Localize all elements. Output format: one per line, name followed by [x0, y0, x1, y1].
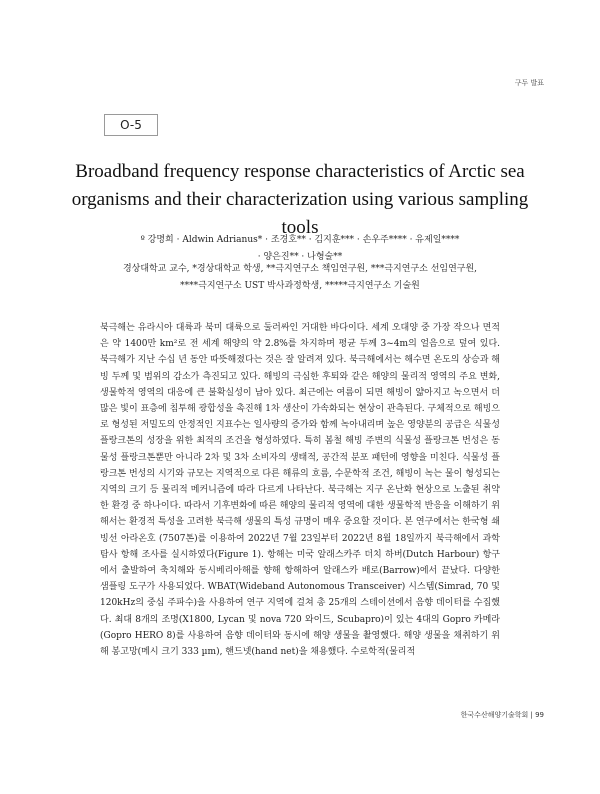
page-footer: 한국수산해양기술학회 | 99 [460, 711, 544, 719]
session-id-box: O-5 [104, 114, 158, 136]
section-label: 구두 발표 [514, 79, 544, 87]
abstract-paragraph: 북극해는 유라시아 대륙과 북미 대륙으로 둘러싸인 거대한 바다이다. 세계 오대양 중 가장 작으나 면적은 약 1400만 km²로 전 세계 해양의 약 2.8%를 차지하며 평균 두께 3~4m의 얼음으로 덮여 있다. 북극해가 지난 수십 년 동안 따뜻해졌다는 것은 잘 알려져 있다. 북극해에서는 해수면 온도의 상승과 해빙 두께 및 범위의 감소가 측진되고 있다. 해빙의 극심한 후퇴와 같은 해양의 물리적 영역의 주요 변화, 생물학적 영역의 대응에 큰 불확실성이 남아 있다. 최근에는 여름이 되면 해빙이 얇아지고 녹으면서 더 많은 빛이 표층에 침투해 광합성을 촉진해 1차 생산이 가속화되는 현상이 관측된다. 구체적으로 해빙으로 형성된 저밀도의 안정적인 지표수는 일사량의 증가와 함께 녹아내리며 높은 영양분의 공급은 식물성 플랑크톤의 성장을 위한 최적의 조건을 형성하였다. 특히 봄철 해빙 주변의 식물성 플랑크톤 번성은 동물성 플랑크톤뿐만 아니라 2차 및 3차 소비자의 생태적, 공간적 분포 패턴에 영향을 미친다. 식물성 플랑크톤 번성의 시기와 규모는 지역적으로 다른 해류의 흐름, 수문학적 조건, 해빙이 녹는 물이 형성되는 지역의 크기 등 물리적 메커니즘에 따라 다르게 나타난다. 북극해는 지구 온난화 현상으로 노출된 취약한 환경 중 하나이다. 따라서 기후변화에 따른 해양의 물리적 영역에 대한 생물학적 반응을 이해하기 위해서는 환경적 특성을 고려한 북극해 생물의 특성 규명이 매우 중요할 것이다. 본 연구에서는 한국형 쇄빙선 아라온호 (7507톤)를 이용하여 2022년 7월 23일부터 2022년 8월 18일까지 북극해에서 과학 탐사 항해 조사를 실시하였다(Figure 1). 항해는 미국 알래스카주 더치 하버(Dutch Harbour) 항구에서 출발하여 축치해와 동시베리아해를 향해 항해하여 알래스카 배로(Barrow)에서 끝났다. 다양한 샘플링 도구가 사용되었다. WBAT(Wideband Autonomous Transceiver) 시스템(Simrad, 70 및 120kHz의 중심 주파수)을 사용하여 연구 지역에 걸쳐 총 25개의 스테이션에서 음향 데이터를 수집했다. 최대 8개의 조명(X1800, Lycan 및 nova 720 와이드, Scubapro)이 있는 4대의 Gopro 카메라(Gopro HERO 8)를 사용하여 음향 데이터와 동시에 해양 생물을 촬영했다. 해양 생물을 채취하기 위해 봉고망(메시 크기 333 µm), 핸드넷(hand net)을 채용했다. 수로학적(물리적 [100, 323, 500, 658]
affiliation-line-2: ****극지연구소 UST 박사과정학생, *****극지연구소 기술원 [180, 281, 420, 291]
affiliation-line-1: 경상대학교 교수, *경상대학교 학생, **극지연구소 책임연구원, ***극지연구소 선임연구원, [122, 264, 478, 274]
authors-line-2: · 양은진** · 나형술** [257, 252, 343, 262]
abstract-body [100, 320, 500, 660]
authors-line-1: º 강명희 · Aldwin Adrianus* · 조경호** · 김지훈*** · 손우주**** · 유제일**** [140, 235, 460, 245]
title-line-1: Broadband frequency response characteristics of Arctic sea [75, 161, 525, 182]
affiliations [50, 261, 550, 295]
paper-title [60, 158, 540, 242]
title-line-2: organisms and their characterization using various sampling tools [71, 189, 529, 238]
